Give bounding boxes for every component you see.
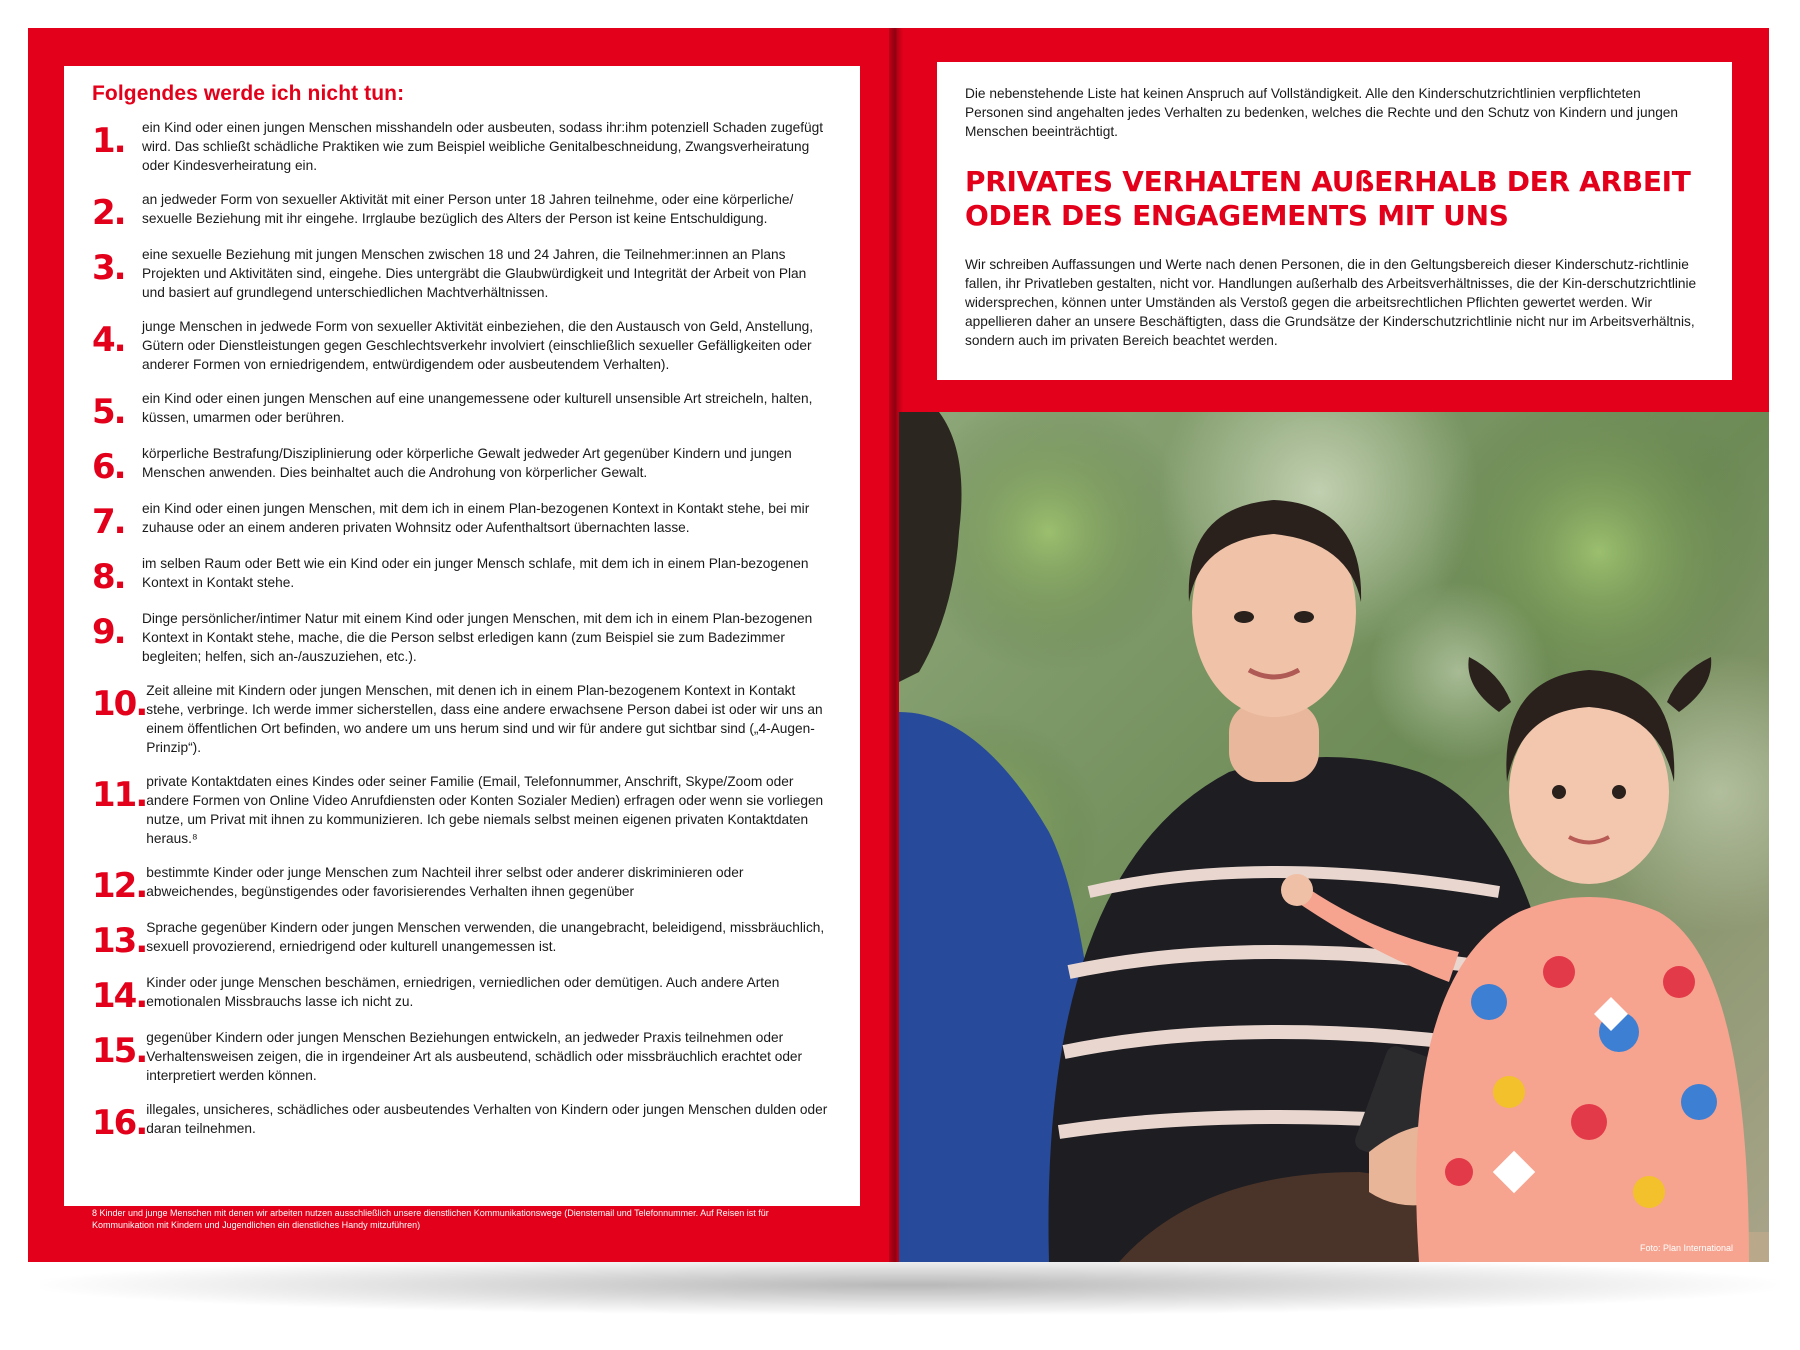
intro-panel <box>937 62 1732 380</box>
list-item-text: an jedweder Form von sexueller Aktivität mit einer Person unter 18 Jahren teilnehme, oder eine körperliche/ sexuelle Beziehung mit ihr eingehe. Irrglaube bezüglich des Alters der Person ist keine Entschuldigung. <box>142 192 794 226</box>
list-item-number: 12. <box>92 866 147 906</box>
list-item <box>92 554 830 597</box>
list-item-text: bestimmte Kinder oder junge Menschen zum Nachteil ihrer selbst oder anderer diskriminieren oder abweichendes, begünstigendes oder favorisierendes Verhalten ihnen gegenüber <box>146 865 744 899</box>
section-heading-line-2: ODER DES ENGAGEMENTS MIT UNS <box>965 199 1509 232</box>
list-item-number: 10. <box>92 684 147 724</box>
list-item <box>92 499 830 542</box>
list-item-text: eine sexuelle Beziehung mit jungen Menschen zwischen 18 und 24 Jahren, die Teilnehmer:innen an Plans Projekten und Aktivitäten sind, eingehe. Dies untergräbt die Glaubwürdigkeit und Integrität der Arbeit von Plan und basiert auf grundlegend unterschiedlichen Machtverhältnissen. <box>142 247 807 300</box>
list-item-text: private Kontaktdaten eines Kindes oder seiner Familie (Email, Telefonnummer, Anschrift, Skype/Zoom oder andere Formen von Online Video Anrufdiensten oder Konten Sozialer Medien) erfragen oder wenn sie vorliegen nutze, um Privat mit ihnen zu kommunizieren. Ich gebe niemals selbst meinen eigenen privaten Kontaktdaten heraus.⁸ <box>146 774 824 846</box>
intro-text: Die nebenstehende Liste hat keinen Anspruch auf Vollständigkeit. Alle den Kinderschutzrichtlinien verpflichteten Personen sind angehalten jedes Verhalten zu bedenken, welches die Rechte und den Schutz von Kindern und jungen Menschen beeinträchtigt. <box>965 86 1679 139</box>
footnote: 8 Kinder und junge Menschen mit denen wir arbeiten nutzen ausschließlich unsere dienstlichen Kommunikationswege (Dienstemail und Telefonnummer. Auf Reisen ist für Kommunikation mit Kindern und Jugendlichen ein dienstliches Handy mitzuführen) <box>92 1208 769 1230</box>
list-item-text: Dinge persönlicher/intimer Natur mit einem Kind oder jungen Menschen, mit dem ich in einem Plan-bezogenen Kontext in Kontakt stehe, mache, die die Person selbst erledigen kann (zum Beispiel sie zum Badezimmer begleiten; helfen, sich an-/auszuziehen, etc.). <box>142 611 813 664</box>
list-item-text: Zeit alleine mit Kindern oder jungen Menschen, mit denen ich in einem Plan-bezogenem Kontext in Kontakt stehe, verbringe. Ich werde immer sicherstellen, dass eine andere erwachsene Person dabei ist oder wir uns an einem öffentlichen Ort befinden, wo andere um uns herum sind und wir für andere gut sichtbar sind („4-Augen-Prinzip“). <box>146 683 823 755</box>
list-item-number: 1. <box>92 121 125 161</box>
list-item <box>92 973 830 1016</box>
list-item-number: 5. <box>92 392 125 432</box>
list-item-text: Kinder oder junge Menschen beschämen, erniedrigen, verniedlichen oder demütigen. Auch andere Arten emotionalen Missbrauchs lasse ich nicht zu. <box>146 975 780 1009</box>
section-body: Wir schreiben Auffassungen und Werte nach denen Personen, die in den Geltungsbereich dieser Kinderschutz-richtlinie fallen, ihr Privatleben gestalten, nicht vor. Handlungen außerhalb des Arbeitsverhältnisses, die der Kin-derschutzrichtlinie widersprechen, können unter Umständen als Verstoß gegen die arbeitsrechtlichen Pflichten gewertet werden. Wir appellieren daher an unsere Beschäftigten, dass die Grundsätze der Kinderschutzrichtlinie nicht nur im Arbeitsverhältnis, sondern auch im privaten Bereich beachtet werden. <box>965 257 1697 348</box>
list-item-number: 11. <box>92 775 147 815</box>
list-item <box>92 681 830 757</box>
section-heading-line-1: PRIVATES VERHALTEN AUßERHALB DER ARBEIT <box>965 165 1691 198</box>
photo-credit: Foto: Plan International <box>1640 1243 1734 1253</box>
section-heading <box>965 165 1702 233</box>
list-item-number: 9. <box>92 612 125 652</box>
list-item-text: illegales, unsicheres, schädliches oder ausbeutendes Verhalten von Kindern oder jungen Menschen dulden oder daran teilnehmen. <box>146 1102 828 1136</box>
list-item-text: gegenüber Kindern oder jungen Menschen Beziehungen entwickeln, an jedweder Praxis teilnehmen oder Verhaltensweisen zeigen, die in irgendeiner Art als ausbeutend, schädlich oder missbräuchlich erachtet oder interpretiert werden können. <box>146 1030 803 1083</box>
list-item-number: 3. <box>92 248 125 288</box>
list-item-number: 4. <box>92 320 125 360</box>
list-item-number: 15. <box>92 1031 147 1071</box>
list-item <box>92 190 830 233</box>
list-item-number: 7. <box>92 502 125 542</box>
list-item <box>92 317 830 374</box>
list-item-number: 6. <box>92 447 125 487</box>
list-item <box>92 863 830 906</box>
list-item <box>92 1028 830 1085</box>
rules-heading: Folgendes werde ich nicht tun: <box>92 82 405 105</box>
list-item-number: 14. <box>92 976 147 1016</box>
list-item-number: 2. <box>92 193 125 233</box>
list-item-text: Sprache gegenüber Kindern oder jungen Menschen verwenden, die unangebracht, beleidigend, missbräuchlich, sexuell provozierend, erniedrigend oder kulturell unangemessen ist. <box>146 920 825 954</box>
list-item-text: ein Kind oder einen jungen Menschen auf eine unangemessene oder kulturell unsensible Art streicheln, halten, küssen, umarmen oder berühren. <box>142 391 813 425</box>
list-item-text: ein Kind oder einen jungen Menschen misshandeln oder ausbeuten, sodass ihr:ihm potenziell Schaden zugefügt wird. Das schließt schädliche Praktiken wie zum Beispiel weibliche Genitalbeschneidung, Zwangsverheiratung oder Kindesverheiratung ein. <box>142 120 824 173</box>
photo-woman-and-child <box>899 412 1769 1262</box>
list-item <box>92 1100 830 1143</box>
list-item-text: ein Kind oder einen jungen Menschen, mit dem ich in einem Plan-bezogenen Kontext in Kontakt stehe, bei mir zuhause oder an einem anderen privaten Wohnsitz oder Aufenthaltsort übernachten lasse. <box>142 501 810 535</box>
list-item-number: 16. <box>92 1103 147 1143</box>
list-item-number: 8. <box>92 557 125 597</box>
rules-list <box>92 118 830 1143</box>
list-item <box>92 245 830 302</box>
list-item <box>92 118 830 175</box>
list-item <box>92 444 830 487</box>
list-item-text: körperliche Bestrafung/Disziplinierung oder körperliche Gewalt jedweder Art gegenüber Kindern und jungen Menschen anwenden. Dies beinhaltet auch die Androhung von körperlicher Gewalt. <box>142 446 792 480</box>
list-item <box>92 918 830 961</box>
list-item <box>92 609 830 666</box>
rules-list-panel <box>64 66 860 1206</box>
list-item <box>92 772 830 848</box>
brochure-shadow <box>40 1255 1780 1315</box>
list-item-text: im selben Raum oder Bett wie ein Kind oder ein junger Mensch schlafe, mit dem ich in einem Plan-bezogenen Kontext in Kontakt stehe. <box>142 556 809 590</box>
list-item-text: junge Menschen in jedwede Form von sexueller Aktivität einbeziehen, die den Austausch von Geld, Anstellung, Gütern oder Dienstleistungen gegen Geschlechtsverkehr involviert (einschließlich sexueller Gefälligkeiten oder anderer Formen von erniedrigendem, entwürdigendem oder ausbeutendem Verhalten). <box>142 319 814 372</box>
list-item <box>92 389 830 432</box>
list-item-number: 13. <box>92 921 147 961</box>
